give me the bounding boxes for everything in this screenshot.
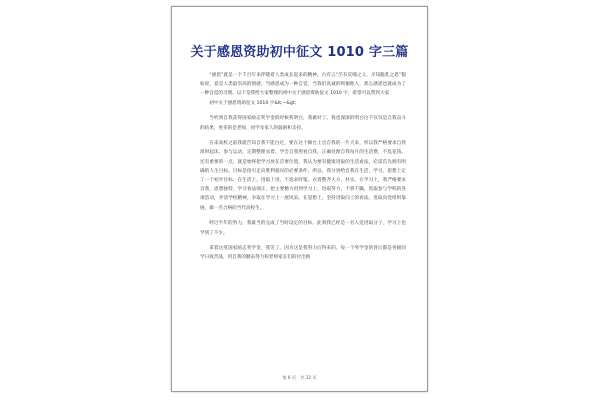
page-number-footer: 第 6 页 共 12 页	[282, 375, 317, 380]
paragraph-subtitle: 初中关于感恩资助征文 1010 字&lt;~&gt;	[209, 100, 297, 106]
paragraph-1: 当听到自我获得国家励志奖学金的时候我明白，我做对了。我也深深的明白这不仅仅是自我奋斗的结果，更多的是老师，同学及家人的鼓励和支持。	[200, 116, 406, 131]
paragraph-3: 经过半年的努力，我最当的完成了当时设定的目标。此刻我已经是一名入党进取分子，学习上也学到了不少。	[200, 221, 406, 236]
paragraph-2: 在来高校之前我就告知自我不能白过，要在这个舞台上出自我的一片天来，所以我严格要求自我准时起床、参与运动，定期整理衣着、学会自我照看自我，正确处理自我每月的生活费，不乱花钱。还有重要的一点，就是始终把学习放在首要位置，我认为要有健康进取的生活看法，必需首先拥有明确的人生目标。目标是指引走向胜利彼岸的必要条件。所以，我分别给自我在生活，学习，思想上定了一个初步目标。在生活上，进取上进，不追求时髦，衣着整齐大方，朴实。在学习上，我严格要求自我，思想独特，学习看法端正，把主要精力用到学习上，进取努力，不骄不躁，进取参与学校的各项活动，弄清学校精神，争取在学习上一展风采。在思想上，坚持进取向上的看法，进取向党组织靠拢，做一名合格的当代高校生。	[200, 141, 406, 211]
document-page	[171, 6, 428, 392]
paragraph-intro: “感恩”就是一个千百年来伴随着人类成长起来的精神。古有云“羔有反哺之义，羊知跪乳之恩”假如说，爱是人类最崇高的情感，当感恩成为一种自觉，当我们真诚的鸣谢他人，那么感恩也就成为了一种自觉的习惯。以下是我给大家整理的初中关于感恩资助征文 1010 字，希望可以帮到大家	[200, 73, 406, 97]
paragraph-4: 拿着这笔国家励志奖学金，我笑了，因为这是我努力后得来的。每一个奖学金的背后都是各级同学日夜苦战，用自我的勤奋努力和老师家长们的付出换	[200, 246, 406, 261]
document-title: 关于感恩资助初中征文 1010 字三篇	[190, 45, 409, 60]
document-body	[200, 71, 406, 263]
